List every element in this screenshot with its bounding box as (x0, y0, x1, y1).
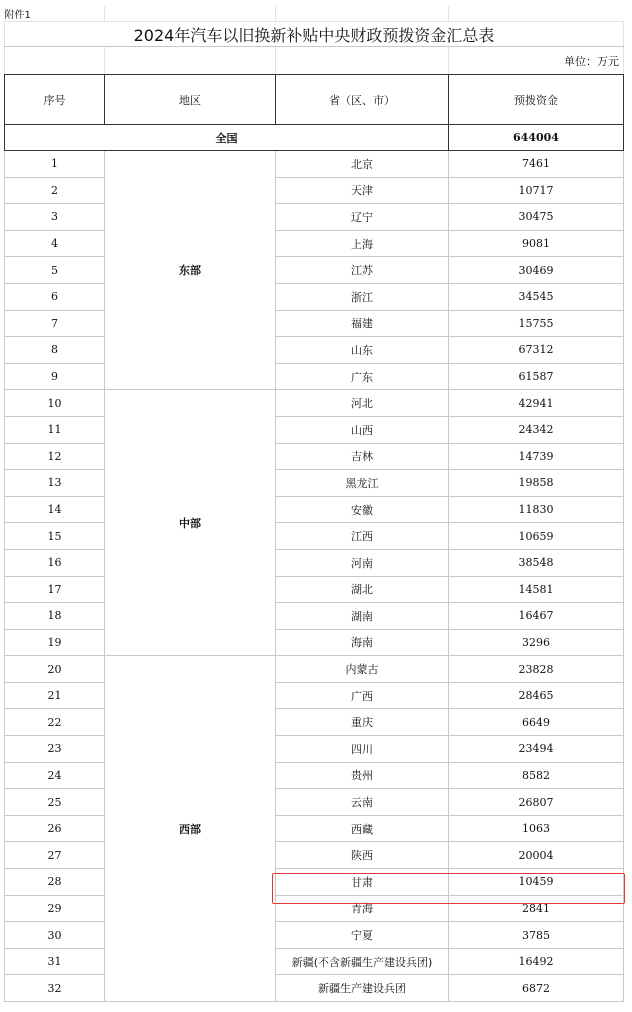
row-province: 海南 (276, 629, 449, 656)
table-row (5, 496, 624, 523)
row-funds: 8582 (449, 762, 624, 789)
row-province: 西藏 (276, 815, 449, 842)
row-funds: 3785 (449, 922, 624, 949)
row-seq: 20 (5, 656, 105, 683)
funds-table (4, 6, 624, 1002)
row-funds: 10659 (449, 523, 624, 550)
row-seq: 26 (5, 815, 105, 842)
row-province: 湖南 (276, 603, 449, 630)
national-total: 644004 (449, 125, 624, 151)
row-province: 新疆(不含新疆生产建设兵团) (276, 948, 449, 975)
row-funds: 1063 (449, 815, 624, 842)
row-province: 四川 (276, 736, 449, 763)
table-row (5, 151, 624, 178)
row-province: 贵州 (276, 762, 449, 789)
row-funds: 28465 (449, 682, 624, 709)
table-row (5, 603, 624, 630)
national-label: 全国 (5, 125, 449, 151)
row-seq: 11 (5, 416, 105, 443)
table-row (5, 682, 624, 709)
table-row (5, 363, 624, 390)
row-seq: 27 (5, 842, 105, 869)
row-funds: 6649 (449, 709, 624, 736)
table-title: 2024年汽车以旧换新补贴中央财政预拨资金汇总表 (5, 22, 624, 47)
row-funds: 9081 (449, 230, 624, 257)
row-funds: 26807 (449, 789, 624, 816)
row-seq: 17 (5, 576, 105, 603)
table-row (5, 842, 624, 869)
region-name: 东部 (105, 151, 276, 390)
row-funds: 16492 (449, 948, 624, 975)
row-funds: 3296 (449, 629, 624, 656)
row-province: 河南 (276, 549, 449, 576)
row-seq: 5 (5, 257, 105, 284)
table-row (5, 629, 624, 656)
row-seq: 31 (5, 948, 105, 975)
row-province: 甘肃 (276, 869, 449, 896)
row-funds: 34545 (449, 283, 624, 310)
table-row (5, 948, 624, 975)
row-seq: 15 (5, 523, 105, 550)
row-funds: 10717 (449, 177, 624, 204)
table-row (5, 443, 624, 470)
row-seq: 1 (5, 151, 105, 178)
row-funds: 6872 (449, 975, 624, 1002)
row-seq: 16 (5, 549, 105, 576)
row-province: 河北 (276, 390, 449, 417)
row-seq: 13 (5, 470, 105, 497)
table-row (5, 975, 624, 1002)
row-funds: 67312 (449, 337, 624, 364)
header-province: 省（区、市） (276, 75, 449, 125)
row-funds: 23494 (449, 736, 624, 763)
region-name: 中部 (105, 390, 276, 656)
row-province: 安徽 (276, 496, 449, 523)
row-funds: 15755 (449, 310, 624, 337)
table-row (5, 257, 624, 284)
row-province: 吉林 (276, 443, 449, 470)
row-funds: 2841 (449, 895, 624, 922)
row-seq: 9 (5, 363, 105, 390)
row-seq: 23 (5, 736, 105, 763)
row-seq: 30 (5, 922, 105, 949)
row-province: 天津 (276, 177, 449, 204)
row-province: 浙江 (276, 283, 449, 310)
table-row (5, 177, 624, 204)
row-funds: 30475 (449, 204, 624, 231)
header-funds: 预拨资金 (449, 75, 624, 125)
table-row (5, 283, 624, 310)
row-seq: 4 (5, 230, 105, 257)
row-funds: 42941 (449, 390, 624, 417)
unit-label: 单位：万元 (449, 47, 624, 75)
row-seq: 8 (5, 337, 105, 364)
row-seq: 14 (5, 496, 105, 523)
table-row (5, 549, 624, 576)
row-funds: 61587 (449, 363, 624, 390)
row-seq: 25 (5, 789, 105, 816)
table-row (5, 815, 624, 842)
table-row (5, 736, 624, 763)
header-row (5, 75, 624, 125)
row-province: 山西 (276, 416, 449, 443)
row-province: 陕西 (276, 842, 449, 869)
table-row (5, 922, 624, 949)
row-province: 广西 (276, 682, 449, 709)
row-seq: 24 (5, 762, 105, 789)
row-funds: 16467 (449, 603, 624, 630)
title-row (5, 22, 624, 47)
row-province: 内蒙古 (276, 656, 449, 683)
row-funds: 23828 (449, 656, 624, 683)
row-seq: 19 (5, 629, 105, 656)
row-funds: 19858 (449, 470, 624, 497)
row-funds: 38548 (449, 549, 624, 576)
row-funds: 10459 (449, 869, 624, 896)
row-funds: 7461 (449, 151, 624, 178)
row-seq: 3 (5, 204, 105, 231)
row-seq: 21 (5, 682, 105, 709)
row-funds: 11830 (449, 496, 624, 523)
row-seq: 12 (5, 443, 105, 470)
row-seq: 18 (5, 603, 105, 630)
row-funds: 14581 (449, 576, 624, 603)
row-province: 广东 (276, 363, 449, 390)
row-province: 辽宁 (276, 204, 449, 231)
table-row (5, 470, 624, 497)
table-row (5, 656, 624, 683)
row-seq: 32 (5, 975, 105, 1002)
header-region: 地区 (105, 75, 276, 125)
row-seq: 22 (5, 709, 105, 736)
unit-row (5, 47, 624, 75)
table-row (5, 576, 624, 603)
table-row (5, 204, 624, 231)
row-province: 北京 (276, 151, 449, 178)
row-seq: 7 (5, 310, 105, 337)
row-seq: 6 (5, 283, 105, 310)
row-funds: 24342 (449, 416, 624, 443)
row-province: 宁夏 (276, 922, 449, 949)
highlight-box (272, 873, 625, 904)
row-funds: 30469 (449, 257, 624, 284)
row-province: 云南 (276, 789, 449, 816)
region-name: 西部 (105, 656, 276, 1002)
row-province: 黑龙江 (276, 470, 449, 497)
header-seq: 序号 (5, 75, 105, 125)
table-row (5, 762, 624, 789)
row-seq: 29 (5, 895, 105, 922)
row-province: 山东 (276, 337, 449, 364)
row-province: 新疆生产建设兵团 (276, 975, 449, 1002)
row-province: 江西 (276, 523, 449, 550)
row-seq: 2 (5, 177, 105, 204)
row-province: 福建 (276, 310, 449, 337)
row-seq: 10 (5, 390, 105, 417)
table-row (5, 789, 624, 816)
row-seq: 28 (5, 869, 105, 896)
row-province: 重庆 (276, 709, 449, 736)
row-province: 青海 (276, 895, 449, 922)
table-row (5, 230, 624, 257)
row-funds: 14739 (449, 443, 624, 470)
attachment-label: 附件1 (5, 6, 105, 22)
national-row (5, 125, 624, 151)
table-row (5, 390, 624, 417)
table-row (5, 416, 624, 443)
table-row (5, 523, 624, 550)
table-row (5, 310, 624, 337)
row-province: 江苏 (276, 257, 449, 284)
row-province: 上海 (276, 230, 449, 257)
table-row (5, 709, 624, 736)
table-row (5, 337, 624, 364)
row-province: 湖北 (276, 576, 449, 603)
row-funds: 20004 (449, 842, 624, 869)
attachment-row (5, 6, 624, 22)
